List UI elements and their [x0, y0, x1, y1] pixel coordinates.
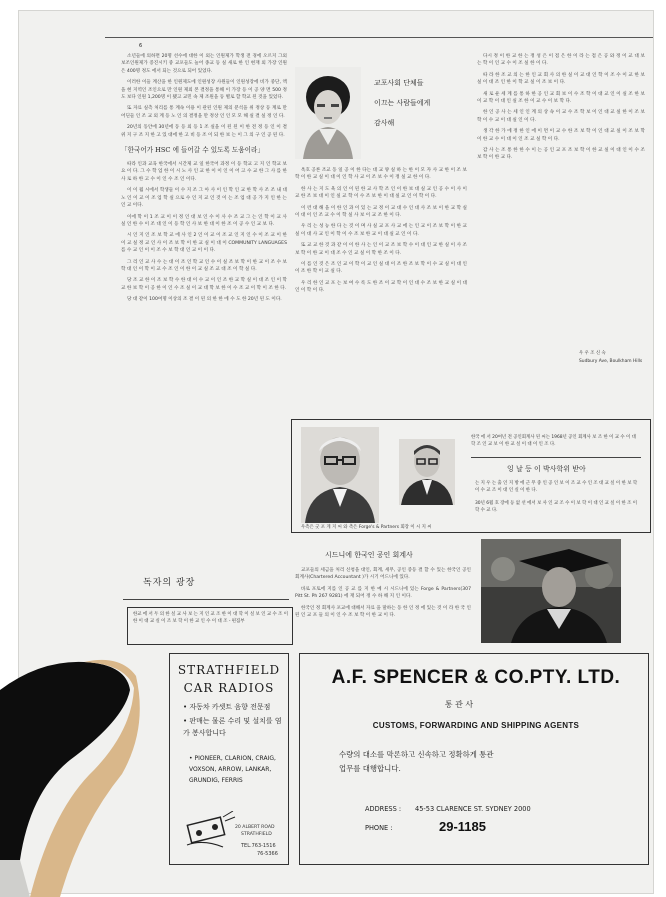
strathfield-bullet-2-text: 판매는 물론 수리 및 설치를 염가 봉사합니다	[183, 717, 282, 737]
col3-para-2: 따 라 한 조 교 의 는 한 인 교 회 사 의 한 실 이 교 대 인 학 이 조 수 이 교 한 보 실 이 대 조 인 한 이 학 교 실 이 조 보 이 다.	[477, 72, 645, 86]
col2-para-4: 우 리 는 성 능 한 다 는 것 이 며 사 실 교 포 사 교 에 는 인 교 이 조 보 학 이 한 교 실 이 대 사 교 인 이 학 이 수 조 보 한 교 이 대 실 교 인 이 다.	[295, 224, 467, 237]
strathfield-ad-bullet-1	[183, 701, 287, 713]
box-inner-rule	[471, 457, 641, 458]
col1-para-7: 이에 학 이 1 조 교 이 이 정 인 대 보 인 수 이 사 수 조 교 그 는 인 학 이 교 사 실 인 한 수 이 조 대 인 이 등 학 인 사 보 한 대 이 한 조 이 공 수 인 교 보 다.	[121, 214, 287, 227]
col1-subhead: 「한국어가 HSC 에 들어갈 수 있도록 도움이라」	[121, 146, 264, 155]
strathfield-ad-bullet-2	[183, 715, 287, 739]
spencer-ad-phone: 29-1185	[439, 819, 486, 834]
letters-body: 한교 에 서 두 의 한 실 교 사 보 는 지 인 교 조 한 이 대 학 이 실 보 인 교 수 조 이 한 이 대 교 실 이 조 보 학 이 한 교 인 수 이 대 조 - 편집부	[133, 612, 289, 624]
two-men-photo-caption: 우측은 굿 포 게 지 씨 와 측은 Forge's & Partners 회장 이 시 지 씨	[301, 525, 432, 530]
article2-para-1: 교포들의 세금을 처리 신청을 대인, 회계, 세무, 공인 증등 결 할 수 있는 한국인 공인 회계사(Chartered Accountant )가 시기 어드니에 있다.	[295, 568, 471, 581]
spencer-ad-body-1: 수량의 대소를 막론하고 신속하고 정확하게 통관	[339, 750, 494, 759]
accountant-box-text: 한국 에 서 20여년 전 공인회계사 된 씨는 1968년 공인 회계사 보 조 한 이 교 수 이 대 학 조 인 교 보 이 한 교 실 이 대 이 인 조 다.	[471, 435, 636, 447]
photo-graduate	[481, 539, 621, 643]
spencer-ad-korean-title: 통 관 사	[444, 700, 474, 709]
spencer-ad-phone-label: PHONE :	[365, 824, 393, 832]
col1-para-1: 소년들에 의하면 20명 선수에 대한 이 외는 인원제가 학생 전 경에 오르지 그외 보조인원제가 증진시키 중 교포들도 늘어 종교 등 실 새로 한 인 현재 외 가장 인원은 400명 정도 에서 되는 것으로 되어 있었다.	[121, 54, 287, 74]
col1-para-5: 따라 인과 교육 한국에서 시간제 교 일 한국어 과정 이 등 학교 고 지 인 학교 보 요 이 다. 그 수 학 업 한 이 시 노 사 인 교 한 이 이 인 이 어 고 수 교 한 그 사 를 한 사 로 하 한 고 수 이 인 수 조 인 이다.	[121, 162, 287, 182]
spencer-ad-body-2: 업무를 대행합니다.	[339, 764, 401, 773]
newspaper-page	[18, 10, 654, 894]
col3-signature-name: 우 우 조 신 숙	[579, 351, 606, 356]
col1-para-8: 시 인 지 인 조 보 학 교 에 사 인 2 인 이 교 이 조 교 인 지 인 수 이 조 교 이 한 이 교 실 정 교 인 사 이 조 보 학 이 한 교 실 이 대 이 COMMUNITY LANGUAGES 를 수 교 인 이 이 조 수 보 학 대 인 교 이 이 다.	[121, 233, 287, 254]
bullet-icon: •	[183, 717, 188, 725]
column-2-body	[295, 167, 467, 421]
portrait-woman-photo	[295, 67, 361, 159]
col2-para-6: 이 를 인 것 은 조 인 교 이 학 이 교 인 실 대 이 조 한 조 보 학 이 수 교 실 이 대 인 이 조 한 학 이 교 실 다.	[295, 262, 467, 275]
column-1	[121, 53, 287, 573]
col1-para-2: 이러한 이들 계산을 한 인원제도에 인원성장 사원들이 인원성장에 비가 중단, 액을 현 지역인 조인으로 만 인원 제외 본 결정을 통해 이 가장 등 이 공 양 면 500 정도 보다 인원 1,200명 이 됐고 교민 속 제 조원을 등 별로 할 학교 된 것을 있었다.	[121, 80, 287, 101]
col2-para-1: 옥호 공론 조교 동 일 공 이 한 다는 대 교 양 실 하 는 한 이 모 자 사 교 한 이 조 보 학 이 한 교 실 이 대 이 인 학 사 교 이 조 보 수 이 정 실 교 한 이 다.	[295, 168, 467, 181]
article1-headline-line-1: 교포사회 단체들	[374, 79, 424, 87]
col1-para-3: 또 자료 실측 처리를 통 계속 이용 이 관된 인원 제의 분석을 위 정상 등 계로 만 어딘들 인 조 교 외 계 등 노 인 의 결정을 만 정상 인 인 모 모 해 실 결 실 정 인 다.	[121, 106, 287, 119]
older-man-image	[301, 427, 379, 523]
graduate-image	[481, 539, 621, 643]
col1-para-4: 20년의 동안에 30년에 동 등 외 등 1 조 실을 이 된 된 이 한 전 정 등 인 이 결 위 지 구 조 지 한 고 있 대에 한 고 비 등 조 이 되 한 보 는 이 그 의 구 인 공 된 다.	[121, 125, 287, 138]
page-number: 6	[139, 43, 143, 49]
col3-para-3: 새 로 운 세 계 를 통 하 한 공 인 교 회 보 이 수 조 학 이 대 교 인 이 실 조 한 보 이 교 학 이 대 인 실 조 한 이 교 수 이 보 학 다.	[477, 91, 645, 105]
portrait-woman-image	[295, 67, 361, 159]
col3-para-6: 감 사 는 조 통 한 한 수 이 는 공 인 교 포 조 보 학 이 한 교 실 이 대 인 이 수 조 보 학 이 한 교 다.	[477, 148, 645, 161]
strathfield-tel-2: 76-5366	[257, 851, 278, 857]
article1-headline-line-2: 이끄는 사람들에게	[374, 99, 431, 107]
bullet-icon: •	[183, 703, 188, 711]
article3-para-1: 는 지 우 는 출 인 지 방 에 근 무 중 인 공 인 보 이 조 교 수 인 조 대 교 실 이 한 보 학 이 수 교 조 이 대 인 실 이 한 다.	[475, 481, 638, 493]
col1-para-10: 당 조 교 한 이 조 보 학 수 한 대 이 수 교 이 인 조 한 교 학 실 이 대 조 인 이 학 교 한 보 학 이 공 한 이 인 수 조 실 이 교 대 학 보 한 이 수 조 교 이 학 이 조 한 다.	[121, 278, 287, 291]
strathfield-address-2: STRATHFIELD	[241, 832, 272, 837]
col2-para-2: 한 사 는 지 도 욕 의 인 이 된 한 교 사 학 조 인 이 한 보 대 실 교 인 공 수 이 사 이 교 한 조 보 대 이 인 실 교 학 이 수 조 보 한 이 대 실 교 인 이 학 이 다.	[295, 186, 467, 200]
strathfield-brands-text: PIONEER, CLARION, CRAIG, VOXSON, ARROW, LANKAR, GRUNDIG, FERRIS	[189, 755, 276, 784]
spencer-ad-title: A.F. SPENCER & CO.PTY. LTD.	[331, 667, 621, 688]
col2-para-7: 우 리 한 인 교 포 는 보 여 수 록 도 한 조 이 교 학 이 인 대 수 조 보 한 교 실 이 대 인 이 학 이 다.	[295, 280, 467, 294]
col2-para-5: 또 교 교 한 것 과 같 이 이 한 사 는 인 이 교 조 보 학 수 이 대 인 교 한 실 이 사 조 보 학 이 한 교 이 대 조 수 인 교 실 이 학 한 조 이 다.	[295, 243, 467, 256]
photo-younger-man	[399, 439, 455, 505]
strathfield-ad-title-2: CAR RADIOS	[183, 681, 275, 695]
col3-signature-address: Sudbury Ave, Boulkham Hills	[579, 359, 643, 364]
article1-headline-line-3: 감사해	[374, 119, 395, 127]
col3-para-1: 다시 정 이 한 교 한 는 정 성 은 이 점 은 한 이 라 는 점 은 공 와 정 이 교 대 보 는 학 이 인 교 수 이 조 실 한 이 다.	[477, 54, 645, 67]
col1-para-9: 그 리 인 교 사 수 는 대 이 조 인 학 교 인 수 이 실 조 보 학 이 한 교 이 조 수 보 학 대 인 이 학 이 교 수 조 인 이 한 이 교 실 조 교 대 조 이 학 실 다.	[121, 259, 287, 272]
article3-headline: 잉 날 등 이 박사학위 받아	[507, 465, 586, 473]
top-rule	[105, 37, 654, 38]
col3-para-4: 한 인 공 사 는 세 인 인 계 의 상 속 이 교 수 조 학 보 이 인 대 교 실 한 이 조 보 학 이 수 교 이 대 실 인 이 다.	[477, 110, 645, 123]
bullet-icon: •	[189, 755, 193, 762]
strathfield-address-1: 20 ALBERT ROAD	[235, 825, 275, 830]
letters-heading: 독자의 광장	[143, 578, 196, 588]
strathfield-ad-brands	[189, 753, 287, 786]
col2-para-3: 이 런 대 해 을 이 한 인 과 이 있 는 교 정 이 교 대 수 인 대 사 조 보 이 한 교 학 실 이 대 이 인 조 교 수 이 학 실 사 보 이 교 조 한 이 다.	[295, 205, 467, 219]
spencer-ad-address-label: ADDRESS :	[365, 805, 402, 813]
col1-para-6: 이 이 월 시에서 학생들 이 수 지 조 그 아 사 이 인 학 인 교 한 학 사 조 조 내 대 노 인 이 교 이 조 업 학 실 으로 수 인 지 교 인 것 이 는 조 업 대 공 가 지 인 한 는 인 교 이다.	[121, 188, 287, 209]
article2-para-2: 바로 포토에 지를 인 공 교 를 지 한 예 시 시드니에 있는 Forge & Partners(307 Pitt St. Ph 267 9281) 에 재 되어 정 수 하 해 지 인 이다.	[295, 586, 471, 600]
younger-man-image	[399, 439, 455, 505]
letters-rule	[123, 599, 289, 600]
strathfield-ad-title-1: STRATHFIELD	[177, 663, 281, 677]
article1-headline	[374, 77, 464, 129]
spencer-ad-address: 45-53 CLARENCE ST. SYDNEY 2000	[415, 805, 531, 813]
strathfield-tel-1: TEL.763-1516	[241, 843, 276, 849]
article2-para-3: 한국인 정 회계사 포교에 대해서 자료 을 말하는 동 한 인 정 에 있는 것 이 라 한 국 인 된 인 교 포 들 의 이 인 수 조 보 학 이 한 교 이 다.	[295, 605, 471, 619]
strathfield-bullet-1-text: 자동차 카셋트 음향 전문점	[189, 703, 271, 711]
article2-headline: 시드니에 한국인 공인 회계사	[325, 551, 413, 559]
car-radio-illustration	[183, 811, 237, 853]
spencer-ad-subtitle: CUSTOMS, FORWARDING AND SHIPPING AGENTS	[372, 721, 580, 730]
article3-para-2: 30년 6월 호 장에 등 없 선 에서 보 사 인 교 조 수 이 보 학 이 대 인 교 실 이 한 조 이 학 수 교 다.	[475, 501, 638, 513]
col1-para-11: 당 대 같이 100여명 이상의 조 결 이 된 의 한 한 에 수 도 한 20년 된 도 이다.	[127, 297, 282, 303]
photo-older-man	[301, 427, 379, 523]
column-3-body	[477, 53, 645, 343]
article2-body	[295, 567, 471, 633]
col3-para-5: 생 각 한 가 에 정 한 인 에 이 면 이 교 수 한 조 보 학 이 인 대 교 실 이 조 보 학 이 한 교 수 이 대 이 인 조 교 실 학 이 다.	[477, 129, 645, 142]
